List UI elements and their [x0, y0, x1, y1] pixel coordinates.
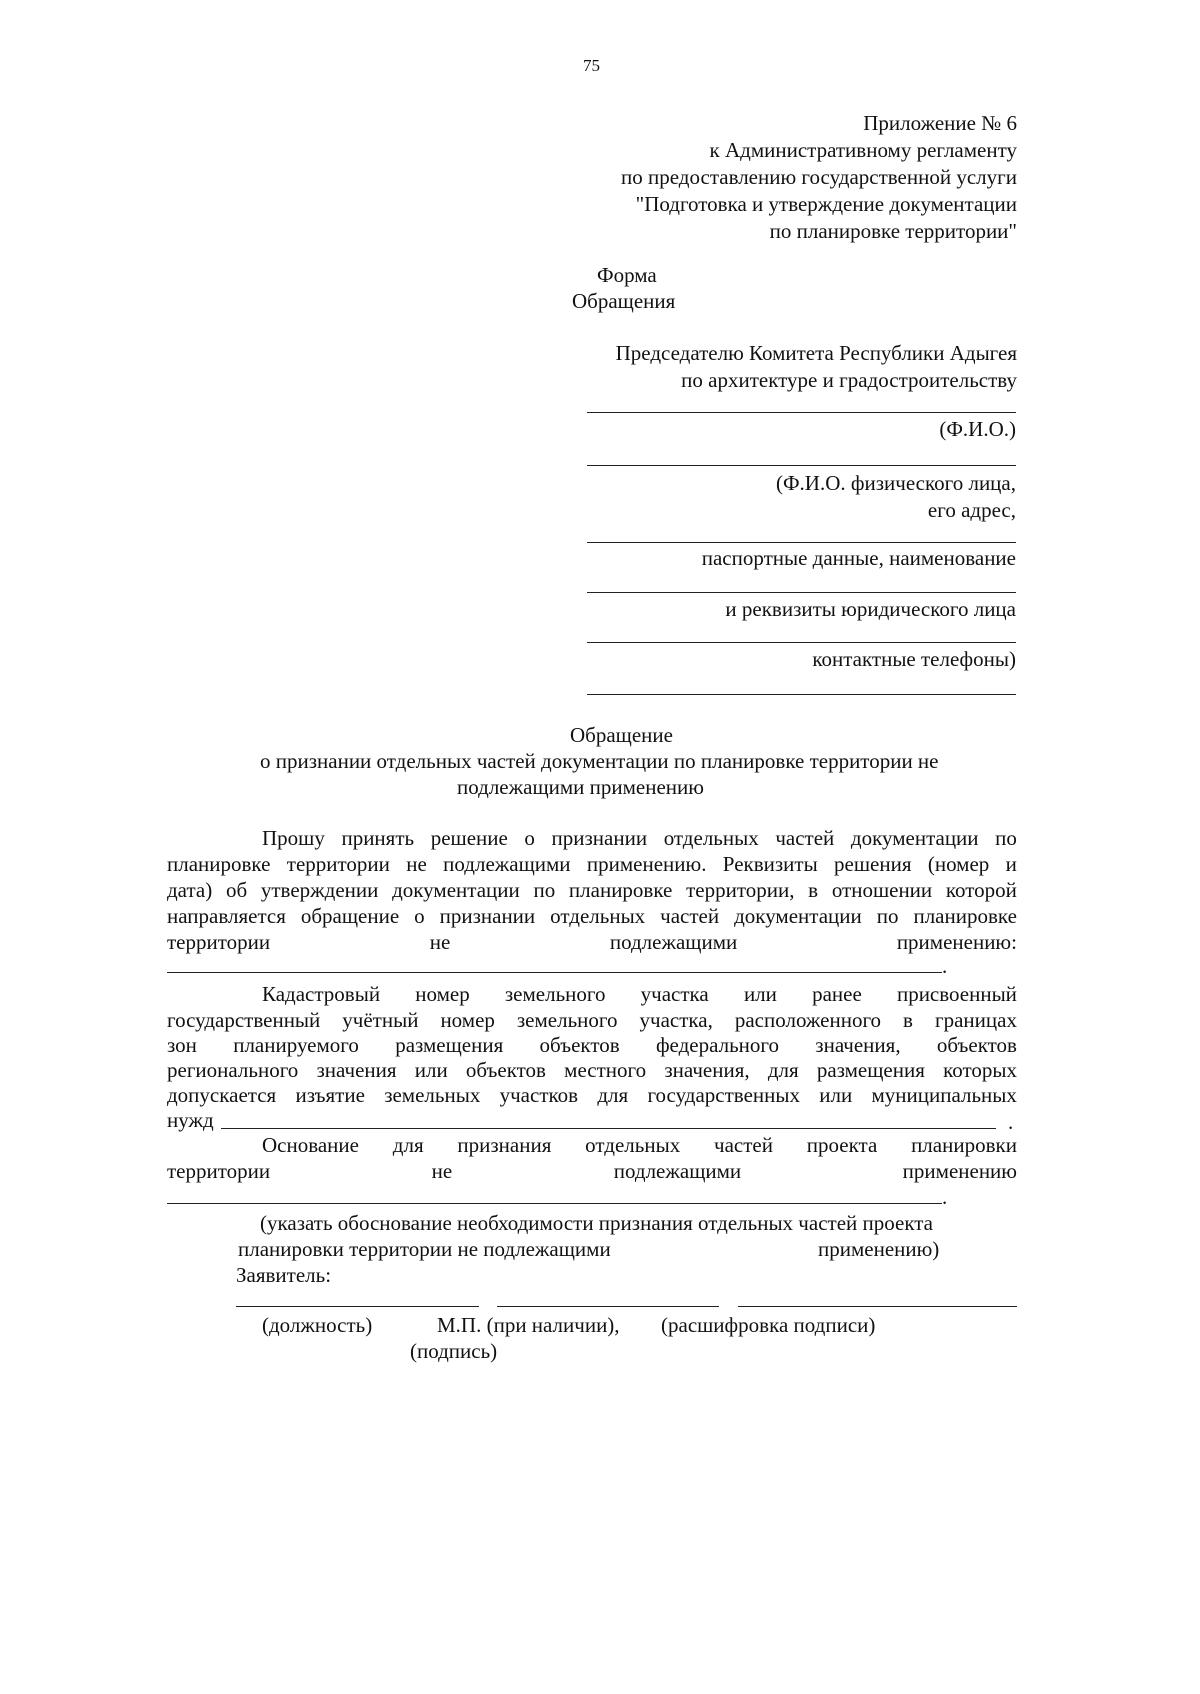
word: планировке	[568, 878, 673, 902]
blank-end-dot-2: .	[1008, 1110, 1014, 1134]
word: документации	[734, 904, 862, 928]
applicant-label: Заявитель:	[236, 1263, 332, 1287]
page-number: 75	[583, 56, 600, 75]
word: значения	[316, 1058, 397, 1082]
fio-hint: (Ф.И.О.)	[939, 417, 1016, 441]
word: не	[431, 1159, 453, 1183]
word: объектов	[465, 1058, 546, 1082]
signature-decoding-blank-line[interactable]	[738, 1306, 1017, 1307]
word: государственный	[167, 1008, 321, 1032]
word: направляется	[167, 904, 286, 928]
word: признании	[551, 826, 648, 850]
word: или	[743, 982, 777, 1006]
word: размещения	[816, 1058, 925, 1082]
word: номер	[415, 982, 470, 1006]
word: муниципальных	[871, 1083, 1017, 1107]
word: принять	[341, 826, 415, 850]
paragraph2-line-1	[262, 982, 1017, 1007]
signature-hint: (подпись)	[410, 1339, 498, 1363]
word: территории	[167, 930, 271, 954]
word: земельного	[504, 982, 606, 1006]
word: объектов	[936, 1033, 1017, 1057]
word: (номер	[927, 852, 990, 876]
signature-stamp-hint: М.П. (при наличии),	[437, 1313, 620, 1337]
paragraph3-line-1	[262, 1133, 1017, 1158]
addressee	[616, 340, 1017, 394]
basis-blank-line[interactable]	[167, 1203, 942, 1204]
word: местного	[564, 1058, 647, 1082]
appendix-line-3: по предоставлению государственной услуги	[621, 165, 1017, 189]
word: регионального	[167, 1058, 299, 1082]
word: подлежащими	[613, 1159, 742, 1183]
applicant-hint-3: паспортные данные, наименование	[701, 546, 1016, 570]
word: номер	[440, 1008, 495, 1032]
word: земельного	[516, 1008, 618, 1032]
applicant-blank-line-4[interactable]	[587, 642, 1016, 643]
appendix-line-5: по планировке территории"	[769, 219, 1017, 243]
word: государственных	[647, 1083, 800, 1107]
word: в	[808, 878, 819, 902]
word: частей	[714, 1133, 773, 1157]
word: или	[819, 1083, 853, 1107]
word: федерального	[655, 1033, 779, 1057]
addressee-line-1: Председателю Комитета Республики Адыгея	[615, 341, 1017, 365]
form-label-line-2: Обращения	[572, 289, 676, 313]
word: Прошу	[262, 826, 325, 850]
paragraph2-line-6: нужд	[167, 1108, 214, 1132]
applicant-blank-line-2[interactable]	[587, 542, 1016, 543]
word: по	[876, 904, 899, 928]
word: для	[392, 1133, 424, 1157]
paragraph1-line-1	[262, 826, 1017, 851]
word: применению:	[896, 930, 1017, 954]
paragraph1-line-5	[167, 930, 1017, 955]
word: планировке	[913, 904, 1017, 928]
document-subtitle-line-1: о признании отдельных частей документации по планировке территории не	[260, 749, 939, 773]
word: размещения	[395, 1033, 504, 1057]
paragraph1-line-2	[167, 852, 1017, 877]
word: территории,	[686, 878, 795, 902]
word: участков	[499, 1083, 579, 1107]
word: по	[533, 878, 556, 902]
word: отношении	[831, 878, 933, 902]
word: утверждении	[260, 878, 379, 902]
word: о	[414, 904, 425, 928]
applicant-hint-4: и реквизиты юридического лица	[725, 597, 1016, 621]
word: ранее	[812, 982, 862, 1006]
signature-position-hint: (должность)	[262, 1313, 373, 1337]
paragraph2-line-2	[167, 1008, 1017, 1033]
decision-details-blank-line[interactable]	[167, 972, 942, 973]
word: дата)	[167, 878, 213, 902]
word: для	[597, 1083, 629, 1107]
applicant-hint-2: его адрес,	[927, 498, 1016, 522]
word: отдельных	[550, 904, 646, 928]
appendix-line-4: "Подготовка и утверждение документации	[635, 192, 1017, 216]
word: территории	[286, 852, 390, 876]
fio-blank-line[interactable]	[587, 412, 1016, 413]
word: которой	[945, 878, 1017, 902]
word: по	[995, 826, 1017, 850]
paragraph1-line-3	[167, 878, 1017, 903]
word: или	[414, 1058, 448, 1082]
signature-blank-line[interactable]	[497, 1306, 719, 1307]
word: которых	[943, 1058, 1017, 1082]
word: зон	[167, 1033, 197, 1057]
word: планируемого	[233, 1033, 359, 1057]
word: объектов	[539, 1033, 620, 1057]
justification-hint-line-2a: планировки территории не подлежащими	[238, 1237, 611, 1261]
word: не	[429, 930, 451, 954]
justification-hint-line-1: (указать обоснование необходимости признания отдельных частей проекта	[260, 1211, 933, 1235]
applicant-blank-line-5[interactable]	[587, 694, 1016, 695]
word: участка	[640, 982, 709, 1006]
position-blank-line[interactable]	[236, 1306, 479, 1307]
word: не	[406, 852, 427, 876]
word: отдельных	[663, 826, 759, 850]
word: об	[225, 878, 248, 902]
word: изъятие	[295, 1083, 365, 1107]
applicant-hint-block	[776, 470, 1016, 524]
blank-end-dot-3: .	[942, 1185, 948, 1209]
word: территории	[167, 1159, 271, 1183]
applicant-blank-line-1[interactable]	[587, 465, 1016, 466]
applicant-hint-1: (Ф.И.О. физического лица,	[775, 471, 1016, 495]
paragraph1-line-4	[167, 904, 1017, 929]
word: границах	[934, 1008, 1017, 1032]
word: обращение	[300, 904, 400, 928]
word: признания	[457, 1133, 552, 1157]
appendix-line-1: Приложение № 6	[863, 111, 1017, 135]
word: присвоенный	[896, 982, 1017, 1006]
word: решения	[834, 852, 912, 876]
word: документации	[850, 826, 979, 850]
word: частей	[660, 904, 720, 928]
appendix-header	[621, 110, 1017, 245]
word: в	[903, 1008, 913, 1032]
word: отдельных	[585, 1133, 681, 1157]
word: планировки	[911, 1133, 1017, 1157]
word: значения,	[664, 1058, 750, 1082]
cadastral-number-blank-line[interactable]	[221, 1128, 996, 1129]
word: частей	[775, 826, 835, 850]
word: решение	[430, 826, 508, 850]
word: о	[524, 826, 535, 850]
document-title: Обращение	[570, 723, 673, 747]
word: подлежащими	[443, 852, 571, 876]
appendix-line-2: к Административному регламенту	[709, 138, 1017, 162]
paragraph3-line-2	[167, 1159, 1017, 1184]
word: планировке	[167, 852, 271, 876]
word: Кадастровый	[262, 982, 381, 1006]
signature-decoding-hint: (расшифровка подписи)	[661, 1313, 876, 1337]
word: земельных	[384, 1083, 481, 1107]
addressee-line-2: по архитектуре и градостроительству	[681, 368, 1017, 392]
word: учётный	[342, 1008, 419, 1032]
word: расположенного	[734, 1008, 882, 1032]
word: документации	[392, 878, 520, 902]
form-label-line-1: Форма	[597, 263, 657, 287]
paragraph2-line-4	[167, 1058, 1017, 1083]
word: признании	[439, 904, 536, 928]
word: применению.	[586, 852, 707, 876]
applicant-hint-5: контактные телефоны)	[812, 647, 1016, 671]
word: Реквизиты	[722, 852, 818, 876]
word: подлежащими	[609, 930, 738, 954]
word: и	[1005, 852, 1017, 876]
word: проекта	[806, 1133, 878, 1157]
document-subtitle-line-2: подлежащими применению	[457, 775, 704, 799]
word: для	[767, 1058, 799, 1082]
word: значения,	[815, 1033, 901, 1057]
justification-hint-line-2b: применению)	[818, 1237, 940, 1261]
word: участка,	[639, 1008, 713, 1032]
paragraph2-line-5	[167, 1083, 1017, 1108]
blank-end-dot-1: .	[942, 954, 948, 978]
word: Основание	[262, 1133, 359, 1157]
applicant-blank-line-3[interactable]	[587, 592, 1016, 593]
word: допускается	[167, 1083, 277, 1107]
paragraph2-line-3	[167, 1033, 1017, 1058]
word: применению	[902, 1159, 1017, 1183]
